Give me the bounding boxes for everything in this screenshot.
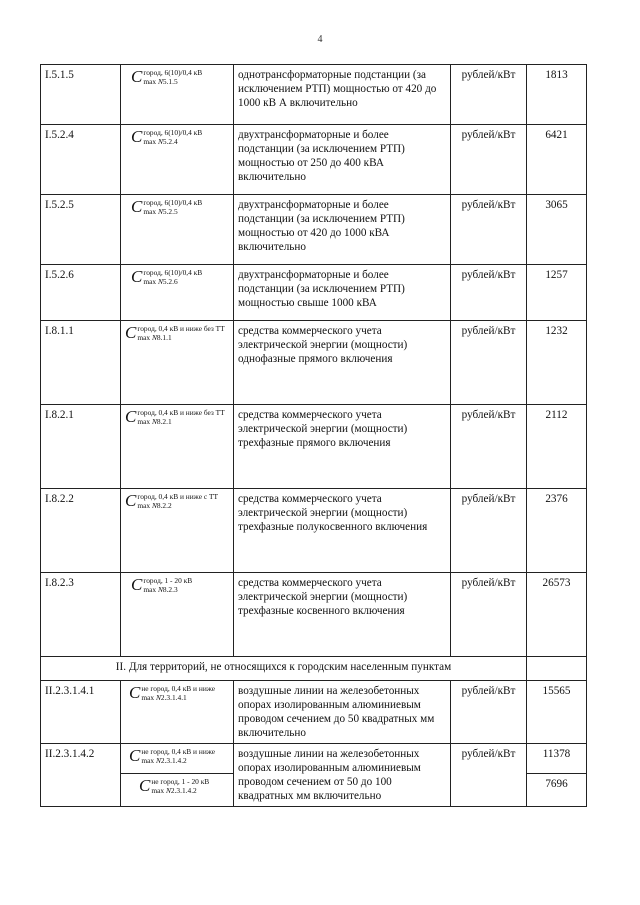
rate-letter: C [129, 683, 141, 702]
rate-symbol [125, 492, 218, 510]
row-description: воздушные линии на железобетонных опорах изолированным алюминиевым проводом сечением до 50 квадратных мм включительно [234, 681, 451, 744]
rate-superscript: не город, 0,4 кВ и ниже [141, 747, 216, 756]
rate-superscript: город, 0,4 кВ и ниже без ТТ [137, 408, 225, 417]
row-description: средства коммерческого учета электрической энергии (мощности) трехфазные косвенного включения [234, 573, 451, 657]
row-code: I.8.2.3 [41, 573, 121, 657]
rate-formula [121, 265, 234, 321]
rate-letter: C [131, 197, 143, 216]
table-row [41, 681, 587, 744]
rate-subscript: max N2.3.1.4.2 [141, 756, 187, 765]
row-unit: рублей/кВт [451, 321, 527, 405]
row-description: двухтрансформаторные и более подстанции (за исключением РТП) мощностью от 420 до 1000 кВА включительно [234, 195, 451, 265]
row-unit: рублей/кВт [451, 489, 527, 573]
rate-superscript: город, 6(10)/0,4 кВ [143, 68, 203, 77]
rate-symbol [131, 128, 202, 146]
rate-superscript: город, 6(10)/0,4 кВ [143, 198, 203, 207]
rate-letter: C [125, 407, 137, 426]
row-code: I.8.2.1 [41, 405, 121, 489]
rate-formula [121, 65, 234, 125]
row-description: двухтрансформаторные и более подстанции (за исключением РТП) мощностью свыше 1000 кВА [234, 265, 451, 321]
rate-superscript: не город, 0,4 кВ и ниже [141, 684, 216, 693]
section-header-row [41, 657, 587, 681]
rate-subscript: max N5.2.6 [143, 277, 178, 286]
rate-formula [121, 321, 234, 405]
row-code: I.5.2.5 [41, 195, 121, 265]
rate-symbol [139, 777, 209, 795]
section-empty-cell [527, 657, 587, 681]
rate-symbol [125, 408, 225, 426]
row-description: средства коммерческого учета электрической энергии (мощности) однофазные прямого включения [234, 321, 451, 405]
table-row [41, 265, 587, 321]
rate-letter: C [131, 67, 143, 86]
rate-subscript: max N2.3.1.4.1 [141, 693, 187, 702]
rate-symbol [125, 324, 225, 342]
rate-formula [121, 195, 234, 265]
rate-symbol [131, 576, 192, 594]
rate-superscript: город, 0,4 кВ и ниже без ТТ [137, 324, 225, 333]
row-value: 1232 [527, 321, 587, 405]
row-description: средства коммерческого учета электрической энергии (мощности) трехфазные прямого включения [234, 405, 451, 489]
rate-formula [121, 744, 234, 774]
rate-letter: C [131, 267, 143, 286]
row-unit: рублей/кВт [451, 405, 527, 489]
rate-symbol [131, 268, 202, 286]
rate-subscript: max N5.2.5 [143, 207, 178, 216]
rate-superscript: город, 0,4 кВ и ниже с ТТ [137, 492, 218, 501]
rate-subscript: max N2.3.1.4.2 [151, 786, 197, 796]
row-unit: рублей/кВт [451, 681, 527, 744]
rate-symbol [131, 198, 202, 216]
row-value: 26573 [527, 573, 587, 657]
rate-formula [121, 681, 234, 744]
row-description: однотрансформаторные подстанции (за исключением РТП) мощностью от 420 до 1000 кВ А включительно [234, 65, 451, 125]
rate-superscript: город, 6(10)/0,4 кВ [143, 128, 203, 137]
rate-formula [121, 774, 234, 807]
row-value: 15565 [527, 681, 587, 744]
rate-letter: C [139, 776, 151, 796]
rate-superscript: город, 6(10)/0,4 кВ [143, 268, 203, 277]
rate-subscript: max N8.1.1 [137, 333, 172, 342]
rate-superscript: город, 1 - 20 кВ [143, 576, 193, 585]
table-row [41, 125, 587, 195]
rate-subscript: max N5.1.5 [143, 77, 178, 86]
row-code: I.5.2.6 [41, 265, 121, 321]
rate-formula [121, 573, 234, 657]
rate-letter: C [131, 127, 143, 146]
rate-symbol [129, 684, 215, 702]
rate-subscript: max N8.2.3 [143, 585, 178, 594]
row-value: 11378 [527, 744, 587, 774]
row-unit: рублей/кВт [451, 125, 527, 195]
row-code: I.5.1.5 [41, 65, 121, 125]
tariff-table [40, 64, 587, 807]
rate-symbol [131, 68, 202, 86]
page-number: 4 [317, 34, 323, 45]
row-value: 2376 [527, 489, 587, 573]
row-code: II.2.3.1.4.1 [41, 681, 121, 744]
rate-subscript: max N8.2.2 [137, 501, 172, 510]
table-row [41, 573, 587, 657]
table-row [41, 65, 587, 125]
row-value: 7696 [527, 774, 587, 807]
row-code: I.5.2.4 [41, 125, 121, 195]
row-description: двухтрансформаторные и более подстанции (за исключением РТП) мощностью от 250 до 400 кВА включительно [234, 125, 451, 195]
row-value: 3065 [527, 195, 587, 265]
rate-letter: C [125, 491, 137, 510]
table-row [41, 195, 587, 265]
row-unit: рублей/кВт [451, 744, 527, 807]
rate-letter: C [125, 323, 137, 342]
row-value: 1813 [527, 65, 587, 125]
rate-symbol [129, 747, 215, 765]
rate-letter: C [131, 575, 143, 594]
table-row [41, 405, 587, 489]
row-code: II.2.3.1.4.2 [41, 744, 121, 807]
rate-letter: C [129, 746, 141, 765]
table-row [41, 744, 587, 774]
row-code: I.8.1.1 [41, 321, 121, 405]
rate-subscript: max N8.2.1 [137, 417, 172, 426]
rate-superscript: не город, 1 - 20 кВ [151, 777, 210, 787]
rate-subscript: max N5.2.4 [143, 137, 178, 146]
row-value: 6421 [527, 125, 587, 195]
rate-formula [121, 405, 234, 489]
rate-formula [121, 125, 234, 195]
row-value: 2112 [527, 405, 587, 489]
row-unit: рублей/кВт [451, 65, 527, 125]
row-description: воздушные линии на железобетонных опорах изолированным алюминиевым проводом сечением от 50 до 100 квадратных мм включительно [234, 744, 451, 807]
row-code: I.8.2.2 [41, 489, 121, 573]
table-row [41, 321, 587, 405]
table-row [41, 489, 587, 573]
row-unit: рублей/кВт [451, 573, 527, 657]
row-unit: рублей/кВт [451, 265, 527, 321]
row-unit: рублей/кВт [451, 195, 527, 265]
row-description: средства коммерческого учета электрической энергии (мощности) трехфазные полукосвенного включения [234, 489, 451, 573]
row-value: 1257 [527, 265, 587, 321]
section-title: II. Для территорий, не относящихся к городским населенным пунктам [41, 657, 527, 681]
rate-formula [121, 489, 234, 573]
